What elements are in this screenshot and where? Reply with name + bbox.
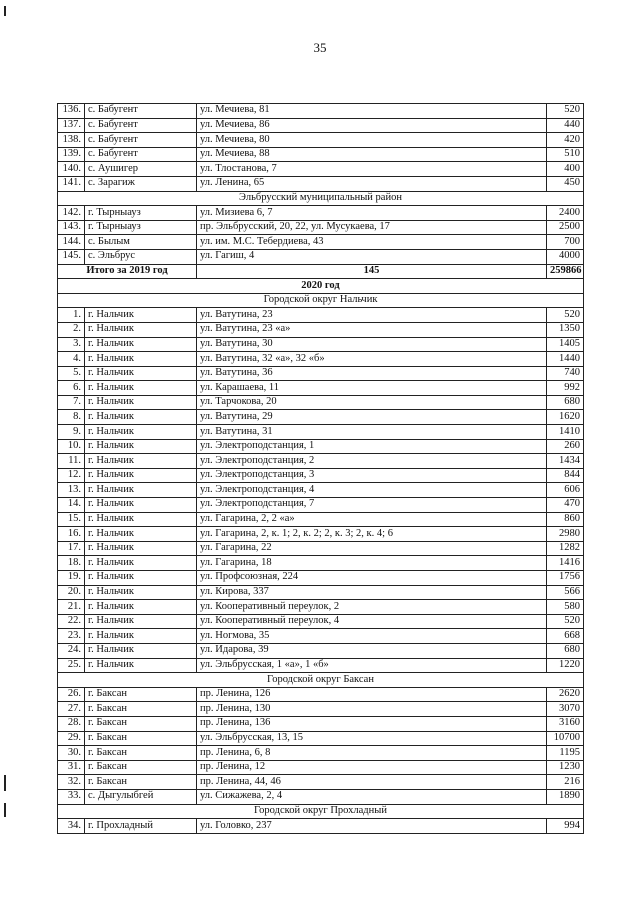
- address-cell: ул. Ватутина, 29: [197, 410, 547, 425]
- row-number: 136.: [58, 104, 85, 119]
- year-title: 2020 год: [58, 279, 584, 294]
- settlement-cell: г. Баксан: [85, 716, 197, 731]
- address-cell: пр. Ленина, 12: [197, 760, 547, 775]
- table-row: [58, 395, 584, 410]
- area-cell: 400: [547, 162, 584, 177]
- area-cell: 1230: [547, 760, 584, 775]
- table-row: [58, 585, 584, 600]
- row-number: 2.: [58, 322, 85, 337]
- area-cell: 844: [547, 468, 584, 483]
- table-row: [58, 687, 584, 702]
- address-cell: пр. Ленина, 136: [197, 716, 547, 731]
- address-cell: ул. Гагарина, 2, к. 1; 2, к. 2; 2, к. 3; 2, к. 4; 6: [197, 527, 547, 542]
- area-cell: 2620: [547, 687, 584, 702]
- row-number: 145.: [58, 249, 85, 264]
- address-cell: ул. Ленина, 65: [197, 176, 547, 191]
- table-row: [58, 352, 584, 367]
- row-number: 32.: [58, 775, 85, 790]
- address-cell: ул. Гагарина, 2, 2 «а»: [197, 512, 547, 527]
- total-count: 145: [197, 264, 547, 279]
- settlement-cell: г. Баксан: [85, 760, 197, 775]
- area-cell: 992: [547, 381, 584, 396]
- area-cell: 580: [547, 600, 584, 615]
- address-cell: пр. Ленина, 130: [197, 702, 547, 717]
- row-number: 27.: [58, 702, 85, 717]
- settlement-cell: г. Нальчик: [85, 366, 197, 381]
- area-cell: 860: [547, 512, 584, 527]
- address-cell: ул. Мечиева, 88: [197, 147, 547, 162]
- area-cell: 3160: [547, 716, 584, 731]
- address-cell: ул. Тарчокова, 20: [197, 395, 547, 410]
- settlement-cell: г. Баксан: [85, 702, 197, 717]
- row-number: 4.: [58, 352, 85, 367]
- table-row: [58, 249, 584, 264]
- row-number: 138.: [58, 133, 85, 148]
- area-cell: 520: [547, 614, 584, 629]
- table-row: [58, 454, 584, 469]
- address-cell: ул. Гагиш, 4: [197, 249, 547, 264]
- row-number: 142.: [58, 206, 85, 221]
- scan-edge-mark: [4, 803, 6, 817]
- settlement-cell: г. Нальчик: [85, 322, 197, 337]
- settlement-cell: г. Нальчик: [85, 512, 197, 527]
- address-cell: ул. Электроподстанция, 2: [197, 454, 547, 469]
- table-row: [58, 366, 584, 381]
- row-number: 23.: [58, 629, 85, 644]
- settlement-cell: с. Былым: [85, 235, 197, 250]
- area-cell: 1410: [547, 425, 584, 440]
- area-cell: 1282: [547, 541, 584, 556]
- settlement-cell: г. Баксан: [85, 687, 197, 702]
- settlement-cell: г. Нальчик: [85, 483, 197, 498]
- address-cell: ул. Ногмова, 35: [197, 629, 547, 644]
- area-cell: 606: [547, 483, 584, 498]
- table-row: [58, 541, 584, 556]
- row-number: 3.: [58, 337, 85, 352]
- table-row: [58, 614, 584, 629]
- row-number: 29.: [58, 731, 85, 746]
- address-cell: ул. Тлостанова, 7: [197, 162, 547, 177]
- area-cell: 260: [547, 439, 584, 454]
- table-row: [58, 468, 584, 483]
- row-number: 9.: [58, 425, 85, 440]
- table-row: [58, 147, 584, 162]
- settlement-cell: г. Нальчик: [85, 439, 197, 454]
- table-row: [58, 731, 584, 746]
- table-row: [58, 527, 584, 542]
- settlement-cell: г. Тырныауз: [85, 206, 197, 221]
- area-cell: 1405: [547, 337, 584, 352]
- row-number: 10.: [58, 439, 85, 454]
- table-row: [58, 716, 584, 731]
- settlement-cell: г. Нальчик: [85, 381, 197, 396]
- row-number: 137.: [58, 118, 85, 133]
- table-row: [58, 789, 584, 804]
- address-cell: ул. Гагарина, 18: [197, 556, 547, 571]
- row-number: 16.: [58, 527, 85, 542]
- table-row: [58, 162, 584, 177]
- area-cell: 1440: [547, 352, 584, 367]
- table-row: [58, 308, 584, 323]
- row-number: 7.: [58, 395, 85, 410]
- table-row: [58, 235, 584, 250]
- row-number: 14.: [58, 498, 85, 513]
- address-cell: ул. Эльбрусская, 13, 15: [197, 731, 547, 746]
- area-cell: 1220: [547, 658, 584, 673]
- section-title: Городской округ Баксан: [58, 673, 584, 688]
- table-row: [58, 702, 584, 717]
- table-row: [58, 381, 584, 396]
- section-header-row: [58, 673, 584, 688]
- table-row: [58, 439, 584, 454]
- area-cell: 520: [547, 104, 584, 119]
- settlement-cell: г. Нальчик: [85, 585, 197, 600]
- settlement-cell: г. Нальчик: [85, 643, 197, 658]
- address-cell: ул. Мизиева 6, 7: [197, 206, 547, 221]
- row-number: 19.: [58, 571, 85, 586]
- row-number: 18.: [58, 556, 85, 571]
- area-cell: 1195: [547, 746, 584, 761]
- table-row: [58, 483, 584, 498]
- area-cell: 1620: [547, 410, 584, 425]
- settlement-cell: г. Нальчик: [85, 527, 197, 542]
- area-cell: 1756: [547, 571, 584, 586]
- area-cell: 740: [547, 366, 584, 381]
- table-row: [58, 206, 584, 221]
- address-cell: ул. Ватутина, 23: [197, 308, 547, 323]
- row-number: 26.: [58, 687, 85, 702]
- row-number: 21.: [58, 600, 85, 615]
- row-number: 12.: [58, 468, 85, 483]
- settlement-cell: г. Нальчик: [85, 498, 197, 513]
- address-cell: ул. Карашаева, 11: [197, 381, 547, 396]
- area-cell: 1416: [547, 556, 584, 571]
- area-cell: 700: [547, 235, 584, 250]
- section-header-row: [58, 804, 584, 819]
- address-cell: ул. Электроподстанция, 1: [197, 439, 547, 454]
- table-row: [58, 629, 584, 644]
- row-number: 31.: [58, 760, 85, 775]
- settlement-cell: г. Тырныауз: [85, 220, 197, 235]
- settlement-cell: г. Нальчик: [85, 410, 197, 425]
- address-cell: ул. Кооперативный переулок, 2: [197, 600, 547, 615]
- table-row: [58, 118, 584, 133]
- area-cell: 566: [547, 585, 584, 600]
- section-title: Эльбрусский муниципальный район: [58, 191, 584, 206]
- row-number: 141.: [58, 176, 85, 191]
- area-cell: 440: [547, 118, 584, 133]
- total-area: 259866: [547, 264, 584, 279]
- settlement-cell: г. Нальчик: [85, 425, 197, 440]
- row-number: 144.: [58, 235, 85, 250]
- settlement-cell: г. Нальчик: [85, 337, 197, 352]
- settlement-cell: с. Зарагиж: [85, 176, 197, 191]
- section-title: Городской округ Нальчик: [58, 293, 584, 308]
- row-number: 22.: [58, 614, 85, 629]
- table-row: [58, 556, 584, 571]
- address-cell: ул. Идарова, 39: [197, 643, 547, 658]
- table-row: [58, 133, 584, 148]
- address-cell: ул. им. М.С. Тебердиева, 43: [197, 235, 547, 250]
- settlement-cell: с. Эльбрус: [85, 249, 197, 264]
- address-cell: ул. Электроподстанция, 4: [197, 483, 547, 498]
- row-number: 15.: [58, 512, 85, 527]
- page-number: 35: [313, 40, 327, 55]
- settlement-cell: г. Нальчик: [85, 468, 197, 483]
- area-cell: 2980: [547, 527, 584, 542]
- total-row: [58, 264, 584, 279]
- table-row: [58, 760, 584, 775]
- table-row: [58, 104, 584, 119]
- settlement-cell: г. Нальчик: [85, 541, 197, 556]
- settlement-cell: г. Прохладный: [85, 819, 197, 834]
- area-cell: 470: [547, 498, 584, 513]
- address-cell: ул. Мечиева, 86: [197, 118, 547, 133]
- address-cell: ул. Мечиева, 80: [197, 133, 547, 148]
- row-number: 33.: [58, 789, 85, 804]
- area-cell: 4000: [547, 249, 584, 264]
- address-cell: ул. Профсоюзная, 224: [197, 571, 547, 586]
- settlement-cell: г. Нальчик: [85, 658, 197, 673]
- row-number: 11.: [58, 454, 85, 469]
- area-cell: 668: [547, 629, 584, 644]
- row-number: 6.: [58, 381, 85, 396]
- row-number: 17.: [58, 541, 85, 556]
- area-cell: 450: [547, 176, 584, 191]
- table-row: [58, 176, 584, 191]
- settlement-cell: с. Дыгулыбгей: [85, 789, 197, 804]
- address-cell: ул. Эльбрусская, 1 «а», 1 «б»: [197, 658, 547, 673]
- address-cell: пр. Ленина, 44, 46: [197, 775, 547, 790]
- area-cell: 1434: [547, 454, 584, 469]
- area-cell: 680: [547, 643, 584, 658]
- settlement-cell: г. Нальчик: [85, 614, 197, 629]
- table-row: [58, 600, 584, 615]
- settlement-cell: с. Бабугент: [85, 104, 197, 119]
- table-row: [58, 512, 584, 527]
- settlement-cell: г. Нальчик: [85, 556, 197, 571]
- row-number: 5.: [58, 366, 85, 381]
- table-row: [58, 425, 584, 440]
- scan-edge-mark: [4, 6, 6, 16]
- settlement-cell: г. Нальчик: [85, 352, 197, 367]
- row-number: 28.: [58, 716, 85, 731]
- address-cell: ул. Ватутина, 23 «а»: [197, 322, 547, 337]
- section-title: Городской округ Прохладный: [58, 804, 584, 819]
- row-number: 143.: [58, 220, 85, 235]
- row-number: 34.: [58, 819, 85, 834]
- row-number: 140.: [58, 162, 85, 177]
- row-number: 20.: [58, 585, 85, 600]
- row-number: 1.: [58, 308, 85, 323]
- address-cell: ул. Ватутина, 31: [197, 425, 547, 440]
- address-cell: ул. Кирова, 337: [197, 585, 547, 600]
- table-row: [58, 322, 584, 337]
- settlement-cell: г. Нальчик: [85, 629, 197, 644]
- address-cell: ул. Ватутина, 30: [197, 337, 547, 352]
- settlement-cell: г. Нальчик: [85, 395, 197, 410]
- address-cell: пр. Ленина, 6, 8: [197, 746, 547, 761]
- settlement-cell: г. Нальчик: [85, 600, 197, 615]
- area-cell: 2400: [547, 206, 584, 221]
- table-row: [58, 571, 584, 586]
- address-cell: ул. Головко, 237: [197, 819, 547, 834]
- address-cell: ул. Ватутина, 32 «а», 32 «б»: [197, 352, 547, 367]
- table-row: [58, 658, 584, 673]
- row-number: 25.: [58, 658, 85, 673]
- table-row: [58, 498, 584, 513]
- section-header-row: [58, 191, 584, 206]
- section-header-row: [58, 293, 584, 308]
- address-cell: ул. Мечиева, 81: [197, 104, 547, 119]
- table-row: [58, 746, 584, 761]
- settlement-cell: с. Бабугент: [85, 133, 197, 148]
- year-header-row: [58, 279, 584, 294]
- settlement-cell: г. Нальчик: [85, 454, 197, 469]
- table-row: [58, 337, 584, 352]
- settlement-cell: г. Баксан: [85, 746, 197, 761]
- table-row: [58, 410, 584, 425]
- area-cell: 520: [547, 308, 584, 323]
- table-row: [58, 220, 584, 235]
- address-cell: ул. Ватутина, 36: [197, 366, 547, 381]
- area-cell: 10700: [547, 731, 584, 746]
- address-cell: ул. Электроподстанция, 7: [197, 498, 547, 513]
- area-cell: 994: [547, 819, 584, 834]
- settlement-cell: с. Бабугент: [85, 118, 197, 133]
- address-cell: ул. Кооперативный переулок, 4: [197, 614, 547, 629]
- row-number: 139.: [58, 147, 85, 162]
- address-cell: пр. Эльбрусский, 20, 22, ул. Мусукаева, 17: [197, 220, 547, 235]
- row-number: 30.: [58, 746, 85, 761]
- row-number: 13.: [58, 483, 85, 498]
- area-cell: 3070: [547, 702, 584, 717]
- table-row: [58, 819, 584, 834]
- row-number: 8.: [58, 410, 85, 425]
- settlement-cell: г. Нальчик: [85, 571, 197, 586]
- area-cell: 216: [547, 775, 584, 790]
- registry-table: [57, 103, 584, 834]
- area-cell: 420: [547, 133, 584, 148]
- area-cell: 680: [547, 395, 584, 410]
- area-cell: 1890: [547, 789, 584, 804]
- settlement-cell: г. Нальчик: [85, 308, 197, 323]
- table-row: [58, 775, 584, 790]
- settlement-cell: г. Баксан: [85, 731, 197, 746]
- total-label: Итого за 2019 год: [58, 264, 197, 279]
- address-cell: пр. Ленина, 126: [197, 687, 547, 702]
- area-cell: 1350: [547, 322, 584, 337]
- table-row: [58, 643, 584, 658]
- address-cell: ул. Электроподстанция, 3: [197, 468, 547, 483]
- settlement-cell: г. Баксан: [85, 775, 197, 790]
- scan-edge-mark: [4, 775, 6, 791]
- area-cell: 510: [547, 147, 584, 162]
- address-cell: ул. Гагарина, 22: [197, 541, 547, 556]
- settlement-cell: с. Аушигер: [85, 162, 197, 177]
- settlement-cell: с. Бабугент: [85, 147, 197, 162]
- area-cell: 2500: [547, 220, 584, 235]
- address-cell: ул. Сижажева, 2, 4: [197, 789, 547, 804]
- row-number: 24.: [58, 643, 85, 658]
